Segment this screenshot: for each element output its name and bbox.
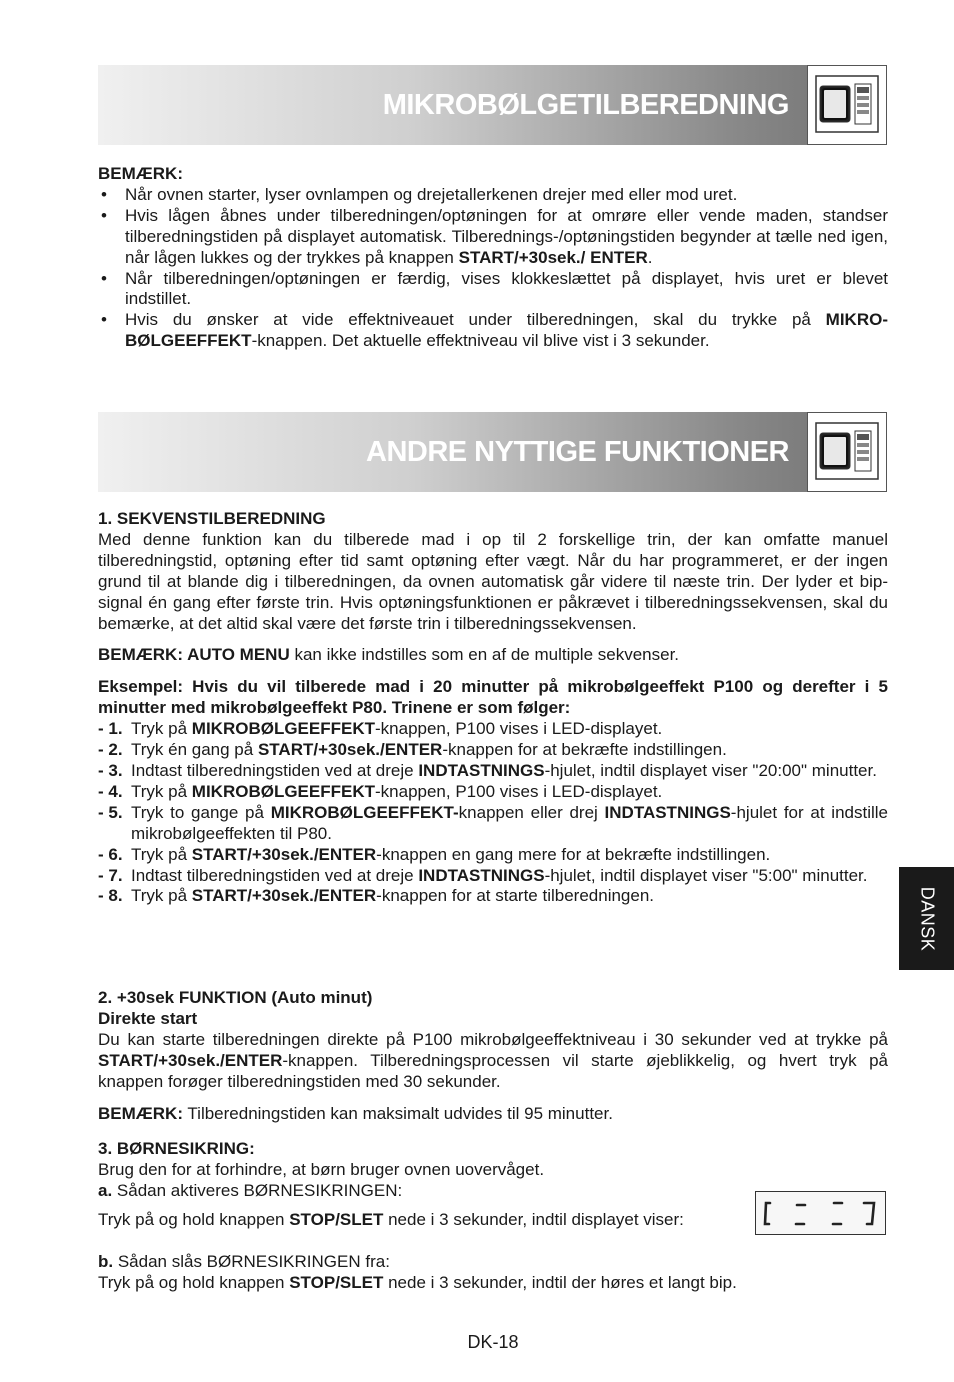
step-b-instruction: Tryk på og hold knappen STOP/SLET nede i 3 sekunder, indtil der høres et langt bip. (98, 1272, 737, 1292)
microwave-icon (807, 65, 887, 145)
section-heading: 2. +30sek FUNKTION (Auto minut) (98, 988, 373, 1007)
banner-title: ANDRE NYTTIGE FUNKTIONER (366, 436, 789, 468)
list-item: - 3. Indtast tilberedningstiden ved at dreje INDTASTNINGS-hjulet, indtil displayet viser "20:00" minutter. (98, 760, 877, 780)
language-label: DANSK (917, 886, 937, 951)
list-item: • Når tilberedningen/optøningen er færdig, vises klokkeslættet på displayet, hvis uret er blevet indstillet. (98, 269, 888, 311)
list-item: • Hvis du ønsker at vide effektniveauet under tilberedningen, skal du trykke på MIKRO-BØLGEEFFEKT-knappen. Det aktuelle effektniveau vil blive vist i 3 sekunder. (98, 310, 888, 352)
note-list (98, 185, 888, 352)
list-item: - 2. Tryk én gang på START/+30sek./ENTER-knappen for at bekræfte indstillingen. (98, 740, 727, 760)
step-b-title: b. Sådan slås BØRNESIKRINGEN fra: (98, 1252, 390, 1271)
lcd-display-lock-symbol (755, 1191, 886, 1235)
list-item: • Hvis lågen åbnes under tilberedningen/optøningen for at omrøre eller vende maden, standser tilberedningstiden på displayet automatisk. Tilberednings-/optøningstiden begynder at tælle ned igen, når lågen lukkes og der trykkes på knappen START/+30sek./ ENTER. (98, 206, 888, 269)
list-item: - 4. Tryk på MIKROBØLGEEFFEKT-knappen, P100 vises i LED-displayet. (98, 781, 663, 801)
note-text: BEMÆRK: Tilberedningstiden kan maksimalt udvides til 95 minutter. (98, 1103, 613, 1123)
note-text: BEMÆRK: AUTO MENU kan ikke indstilles som en af de multiple sekvenser. (98, 645, 680, 665)
step-a-title: a. Sådan aktiveres BØRNESIKRINGEN: (98, 1180, 403, 1200)
section-heading: 3. BØRNESIKRING: (98, 1139, 255, 1158)
section-sequence-cooking (98, 509, 888, 907)
microwave-icon (807, 412, 887, 492)
step-b-block (98, 1252, 888, 1294)
note-heading: BEMÆRK: (98, 164, 183, 183)
banner-title: MIKROBØLGETILBEREDNING (382, 89, 789, 121)
list-item: - 6. Tryk på START/+30sek./ENTER-knappen en gang mere for at bekræfte indstillingen. (98, 844, 771, 864)
page-number: DK-18 (467, 1332, 519, 1352)
section-subheading: Direkte start (98, 1008, 198, 1028)
list-item: - 1. Tryk på MIKROBØLGEEFFEKT-knappen, P100 vises i LED-displayet. (98, 719, 663, 739)
example-heading: Eksempel: Hvis du vil tilberede mad i 20 minutter på mikrobølgeeffekt P100 og derefter i 5 minutter med mikrobølgeeffekt P80. Trinene er som følger: (98, 677, 888, 718)
list-item: - 8. Tryk på START/+30sek./ENTER-knappen for at starte tilberedningen. (98, 886, 655, 906)
section-body: Med denne funktion kan du tilberede mad i op til 2 forskellige trin, der kan omfatte manuel tilberedningstid, optøning efter tid samt optøning efter vægt. Når du har programmeret, er der ingen grund til at blande dig i tilberedningen, da ovnen automatisk går videre til næste trin. Der lyder et bip-signal én gang efter første trin. Hvis optøningsfunktionen er påkrævet i tilberedningssekvensen, skal du bemærke, at det altid skal være det første trin i tilberedningssekvensen. (98, 529, 888, 633)
section-intro: Brug den for at forhindre, at børn bruger ovnen uovervåget. (98, 1159, 545, 1179)
list-item: - 5. Tryk to gange på MIKROBØLGEEFFEKT-knappen eller drej INDTASTNINGS-hjulet for at indstille mikrobølgeeffekten til P80. (98, 802, 888, 843)
section-body: Du kan starte tilberedningen direkte på P100 mikrobølgeeffektniveau i 30 sekunder ved at trykke på START/+30sek./ENTER-knappen. Tilberedningsprocessen vil starte øjeblikkelig, og hvert tryk på knappen forøger tilberedningstiden med 30 sekunder. (98, 1029, 888, 1091)
section-heading: 1. SEKVENSTILBEREDNING (98, 509, 326, 528)
step-list (98, 719, 888, 907)
list-item: • Når ovnen starter, lyser ovnlampen og drejetallerkenen drejer med eller mod uret. (98, 185, 888, 206)
note-block (98, 164, 888, 352)
list-item: - 7. Indtast tilberedningstiden ved at dreje INDTASTNINGS-hjulet, indtil displayet viser "5:00" minutter. (98, 865, 868, 885)
step-a-instruction: Tryk på og hold knappen STOP/SLET nede i 3 sekunder, indtil displayet viser: (98, 1210, 684, 1229)
section-auto-minute (98, 988, 888, 1124)
section-banner-other-functions (98, 412, 887, 492)
section-banner-microwave-cooking (98, 65, 887, 145)
language-tab (899, 867, 954, 970)
